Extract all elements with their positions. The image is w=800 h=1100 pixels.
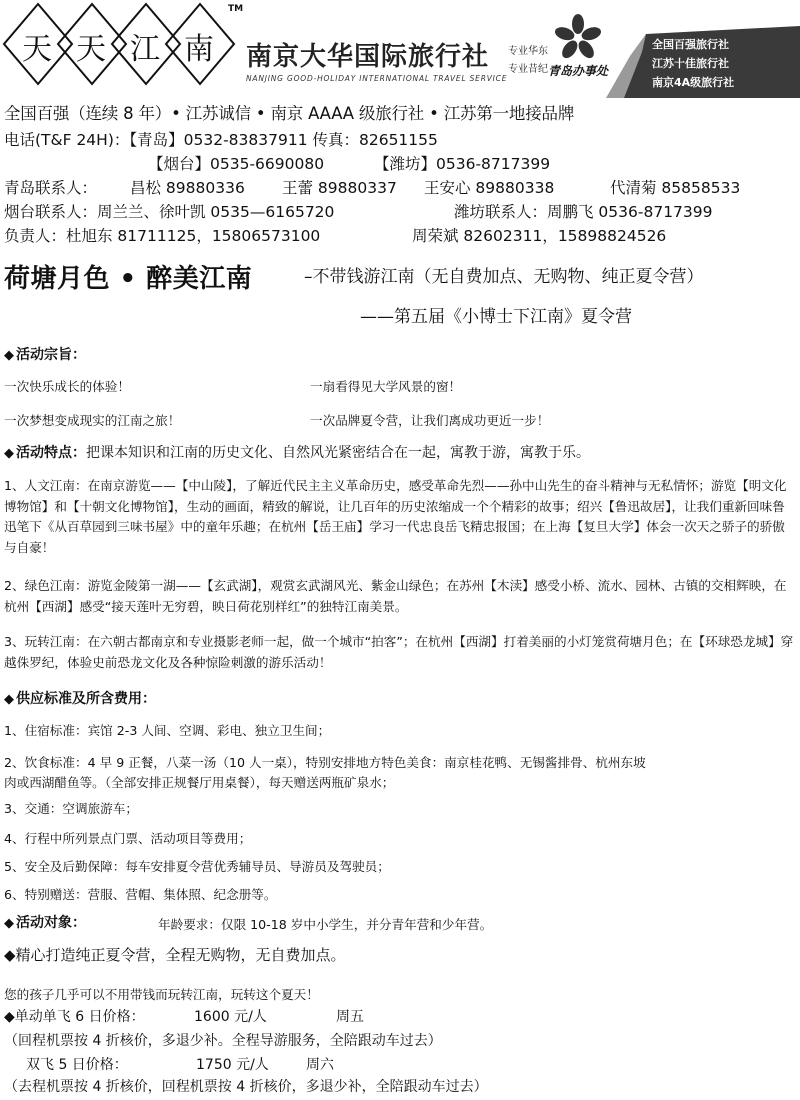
price-option-1: [4, 1006, 145, 1026]
qingdao-contact-4: 代清菊 85858533: [610, 179, 741, 197]
main-title: 荷塘月色 • 醉美江南: [4, 264, 253, 294]
supply-item-gifts: 6、特别赠送：营服、营帽、集体照、纪念册等。: [4, 887, 277, 902]
purpose-item-4: 一次品牌夏令营，让我们离成功更近一步！: [310, 413, 550, 428]
weifang-phone: 【潍坊】0536-8717399: [374, 155, 551, 173]
agency-name: 南京大华国际旅行社: [246, 42, 490, 72]
diamond-bullet-icon: ◆: [4, 446, 14, 461]
diamond-bullet-icon: ◆: [4, 916, 14, 931]
phone-line: 电话(T&F 24H)：【青岛】0532-83837911 传真：82651155: [4, 131, 438, 149]
diamond-bullet-icon: ◆: [4, 692, 14, 707]
purpose-item-2: 一扇看得见大学风景的窗！: [310, 379, 462, 394]
purpose-heading-text: 活动宗旨：: [16, 347, 86, 363]
qingdao-contact-2: 王蕾 89880337: [282, 179, 397, 197]
supply-item-safety: 5、安全及后勤保障：每车安排夏令营优秀辅导员、导游员及驾驶员；: [4, 859, 390, 874]
supply-heading: [4, 688, 156, 708]
target-age-requirement: 年龄要求：仅限 10-18 岁中小学生，并分青年营和少年营。: [158, 917, 493, 932]
yantai-phone: 【烟台】0535-6690080: [148, 155, 325, 173]
diamond-bullet-icon: ◆: [4, 348, 14, 363]
badge-jiangsu-top-ten: 江苏十佳旅行社: [652, 57, 729, 70]
logo-char-1: 天: [22, 32, 52, 67]
logo-char-3: 江: [130, 32, 160, 67]
supply-item-tickets: 4、行程中所列景点门票、活动项目等费用；: [4, 831, 252, 846]
purpose-heading: [4, 344, 86, 364]
logo-char-2: 天: [76, 32, 106, 67]
features-intro: 把课本知识和江南的历史文化、自然风光紧密结合在一起，寓教于游，寓教于乐。: [86, 445, 590, 461]
supply-heading-text: 供应标准及所含费用：: [16, 691, 156, 707]
price-2-value: 1750 元/人: [196, 1057, 269, 1073]
feature-humanities: 1、人文江南：在南京游览——【中山陵】，了解近代民主主义革命历史，感受革命先烈——孙中山先生的奋斗精神与无私情怀；游览【明文化博物馆】和【十朝文化博物馆】，生动的画面，精致的解说，让几百年的历史浓缩成一个个精彩的故事；绍兴【鲁迅故居】，让我们重新回味鲁迅笔下《从百草园到三味书屋》中的童年乐趣；在杭州【岳王庙】学习一代忠良岳飞精忠报国；在上海【复旦大学】体会一次天之骄子的骄傲与自豪！: [4, 478, 787, 555]
qingdao-contact-1: 昌松 89880336: [130, 179, 245, 197]
title-tagline: –不带钱游江南（无自费加点、无购物、纯正夏令营）: [304, 267, 704, 287]
camp-subtitle: ——第五届《小博士下江南》夏令营: [360, 307, 632, 327]
specialty-line-2: 专业昔纪: [508, 64, 548, 75]
closing-line: 您的孩子几乎可以不用带钱而玩转江南，玩转这个夏天！: [4, 987, 319, 1002]
feature-green: 2、绿色江南：游览金陵第一湖——【玄武湖】，观赏玄武湖风光、紫金山绿色；在苏州【木渎】感受小桥、流水、园林、古镇的交相辉映，在杭州【西湖】感受“接天莲叶无穷碧，映日荷花别样红”的独特江南美景。: [4, 578, 787, 614]
purpose-item-3: 一次梦想变成现实的江南之旅！: [4, 413, 181, 428]
closing-headline-text: 精心打造纯正夏令营，全程无购物，无自费加点。: [15, 946, 346, 964]
price-2-note: （去程机票按 4 折核价，回程机票按 4 折核价，多退少补，全陪跟动车过去）: [4, 1079, 488, 1095]
badge-nanjing-4a: 南京4A级旅行社: [652, 76, 735, 89]
diamond-bullet-icon: ◆: [4, 946, 16, 964]
agency-english-name: NANJING GOOD-HOLIDAY INTERNATIONAL TRAVEL SERVICE: [246, 74, 508, 83]
target-heading-text: 活动对象：: [16, 915, 86, 931]
price-1-label: 单动单飞 6 日价格：: [14, 1009, 145, 1025]
closing-headline: [4, 944, 346, 965]
qingdao-contact-3: 王安心 89880338: [424, 179, 555, 197]
feature-play: 3、玩转江南：在六朝古都南京和专业摄影老师一起，做一个城市“拍客”；在杭州【西湖】打着美丽的小灯笼赏荷塘月色；在【环球恐龙城】穿越侏罗纪，体验史前恐龙文化及各种惊险刺激的游乐活动！: [4, 634, 794, 670]
features-heading: [4, 442, 590, 462]
qingdao-contacts-label: 青岛联系人：: [4, 179, 98, 197]
price-1-value: 1600 元/人: [194, 1009, 267, 1025]
price-1-note: （回程机票按 4 折核价，多退少补。全程导游服务，全陪跟动车过去）: [4, 1033, 442, 1049]
target-heading: [4, 912, 86, 932]
features-heading-text: 活动特点：: [16, 445, 86, 461]
purpose-item-1: 一次快乐成长的体验！: [4, 379, 130, 394]
manager-1: 负责人：杜旭东 81711125，15806573100: [4, 227, 321, 245]
specialty-line-1: 专业华东: [508, 46, 548, 57]
yantai-contacts: 烟台联系人：周兰兰、徐叶凯 0535—6165720: [4, 203, 335, 221]
branch-office-label: 青岛办事处: [548, 64, 609, 78]
supply-item-lodging: 1、住宿标准：宾馆 2-3 人间、空调、彩电、独立卫生间；: [4, 723, 331, 738]
weifang-contacts: 潍坊联系人：周鹏飞 0536-8717399: [454, 203, 713, 221]
supply-item-food-cont: 肉或西湖醋鱼等。（全部安排正规餐厅用桌餐），每天赠送两瓶矿泉水；: [4, 775, 395, 790]
diamond-bullet-icon: ◆: [4, 1009, 15, 1025]
logo-char-4: 南: [184, 32, 214, 67]
badge-top-travel-agency: 全国百强旅行社: [652, 38, 729, 51]
price-2-day: 周六: [306, 1057, 334, 1073]
supply-item-food: 2、饮食标准：4 早 9 正餐，八菜一汤（10 人一桌），特别安排地方特色美食：南京桂花鸭、无锡酱排骨、杭州东坡: [4, 755, 646, 770]
flower-logo-icon: [554, 14, 602, 62]
trademark-mark: TM: [228, 4, 244, 14]
price-2-label: 双飞 5 日价格：: [26, 1057, 128, 1073]
supply-item-transport: 3、交通：空调旅游车；: [4, 801, 138, 816]
honors-slogan: 全国百强（连续 8 年）• 江苏诚信 • 南京 AAAA 级旅行社 • 江苏第一地接品牌: [4, 104, 575, 123]
manager-2: 周荣斌 82602311，15898824526: [412, 227, 667, 245]
price-1-day: 周五: [336, 1009, 364, 1025]
